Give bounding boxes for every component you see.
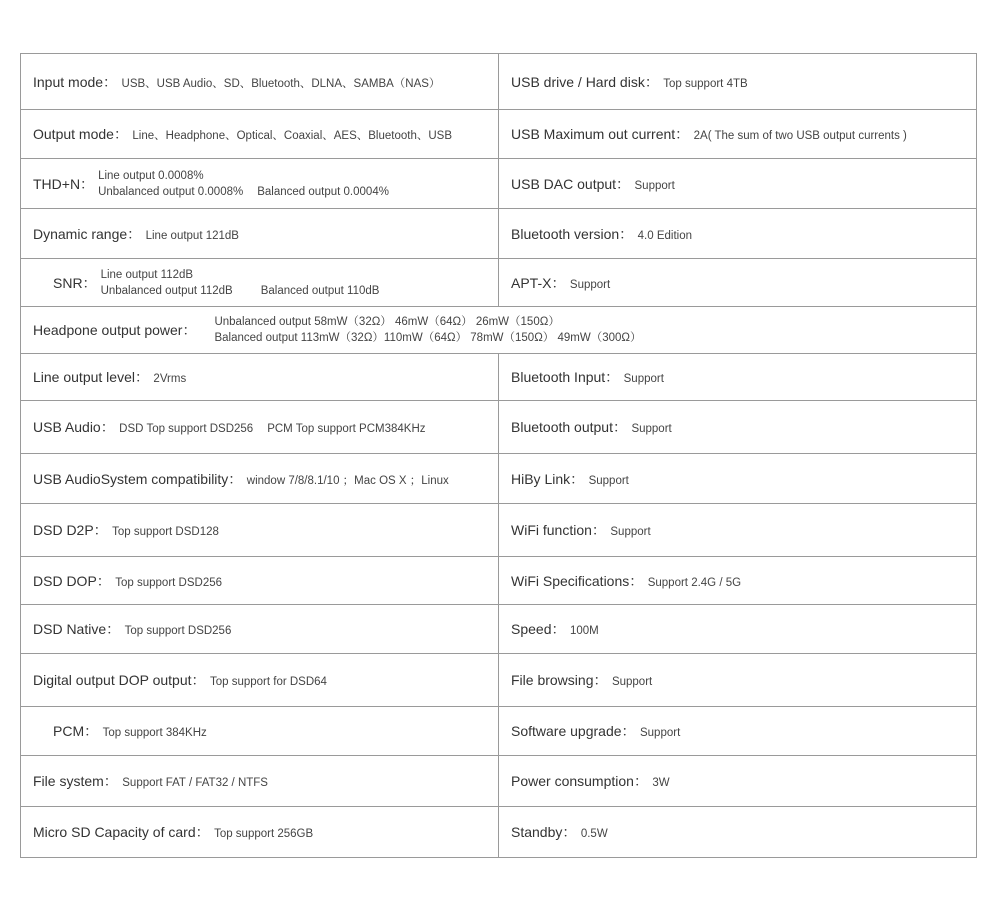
- spec-cell: [499, 557, 977, 605]
- spec-label: PCM：: [53, 723, 99, 739]
- spec-label: File browsing：: [511, 672, 608, 688]
- table-row: [21, 504, 977, 557]
- spec-table: [20, 53, 977, 858]
- spec-label: Dynamic range：: [33, 225, 142, 242]
- spec-value-unbalanced: Unbalanced output 0.0008%: [98, 185, 244, 198]
- spec-cell: [499, 354, 977, 401]
- spec-value: Support FAT / FAT32 / NTFS: [122, 777, 268, 789]
- table-row: [21, 307, 977, 354]
- spec-value: Support: [634, 179, 675, 192]
- spec-cell: [499, 605, 977, 654]
- table-row: [21, 605, 977, 654]
- spec-cell: [21, 354, 499, 401]
- spec-cell: [499, 401, 977, 454]
- spec-value-pcm: PCM Top support PCM384KHz: [267, 423, 426, 435]
- spec-label: Input mode：: [33, 73, 118, 90]
- spec-value-unbalanced: Unbalanced output 112dB: [100, 284, 233, 297]
- table-row: [21, 54, 977, 110]
- spec-cell: [21, 504, 499, 557]
- spec-value: Top support for DSD64: [209, 676, 327, 688]
- spec-cell: [499, 807, 977, 858]
- spec-label: Power consumption：: [511, 773, 648, 789]
- table-row: [21, 209, 977, 259]
- spec-cell: [499, 454, 977, 504]
- spec-value: DSD Top support DSD256: [119, 423, 254, 435]
- spec-label: Micro SD Capacity of card：: [33, 824, 210, 840]
- spec-cell: [21, 807, 499, 858]
- spec-cell: [499, 654, 977, 707]
- spec-label: DSD Native：: [33, 621, 121, 637]
- spec-cell: [499, 707, 977, 756]
- spec-cell: [499, 159, 977, 209]
- table-row: [21, 159, 977, 209]
- spec-value: Top support 4TB: [663, 77, 748, 90]
- spec-cell: [499, 504, 977, 557]
- spec-label: Speed：: [511, 621, 566, 637]
- spec-label: WiFi function：: [511, 522, 606, 538]
- spec-cell: [21, 557, 499, 605]
- spec-label: USB drive / Hard disk：: [511, 73, 659, 90]
- spec-value: Support: [631, 423, 672, 435]
- spec-cell: [21, 209, 499, 259]
- spec-label: USB Audio：: [33, 419, 115, 435]
- spec-cell: [21, 454, 499, 504]
- table-row: [21, 259, 977, 307]
- table-row: [21, 707, 977, 756]
- spec-value: Support: [623, 373, 664, 385]
- spec-label: USB DAC output：: [511, 175, 631, 192]
- spec-value: Support: [610, 526, 651, 538]
- table-row: [21, 807, 977, 858]
- spec-value: 2A( The sum of two USB output currents ): [693, 130, 907, 142]
- spec-value: Line output 121dB: [145, 229, 239, 242]
- spec-label: File system：: [33, 773, 118, 789]
- spec-value: 100M: [569, 625, 599, 637]
- spec-value: 3W: [652, 777, 670, 789]
- spec-value: Support: [611, 676, 653, 688]
- spec-label: DSD DOP：: [33, 572, 111, 589]
- spec-label: DSD D2P：: [33, 522, 108, 538]
- spec-label: Bluetooth version：: [511, 225, 634, 242]
- spec-cell: [21, 54, 499, 110]
- table-row: [21, 110, 977, 159]
- spec-label: Digital output DOP output：: [33, 672, 206, 688]
- spec-cell: [21, 259, 499, 307]
- spec-value: Support 2.4G / 5G: [647, 576, 742, 589]
- table-row: [21, 454, 977, 504]
- spec-value: Top support 256GB: [214, 828, 314, 840]
- spec-label: Headpone output power：: [33, 322, 197, 338]
- table-row: [21, 756, 977, 807]
- spec-label: Bluetooth output：: [511, 419, 627, 435]
- spec-label: APT-X：: [511, 274, 566, 291]
- table-row: [21, 557, 977, 605]
- spec-cell: [499, 209, 977, 259]
- spec-value-line1: Line output 112dB: [100, 268, 194, 281]
- spec-cell-wide: [21, 307, 977, 354]
- spec-value-balanced: Balanced output 113mW（32Ω）110mW（64Ω） 78mW（150Ω） 49mW（300Ω）: [214, 332, 642, 344]
- spec-label: THD+N：: [33, 175, 95, 192]
- spec-value: 2Vrms: [153, 373, 187, 385]
- table-row: [21, 354, 977, 401]
- spec-label: USB AudioSystem compatibility：: [33, 470, 243, 487]
- spec-cell: [499, 110, 977, 159]
- spec-value-balanced: Balanced output 110dB: [260, 284, 380, 297]
- spec-value: Top support 384KHz: [102, 727, 207, 739]
- spec-cell: [21, 654, 499, 707]
- spec-cell: [21, 110, 499, 159]
- spec-value-line1: Line output 0.0008%: [98, 169, 204, 182]
- spec-value: USB、USB Audio、SD、Bluetooth、DLNA、SAMBA（NAS）: [121, 77, 441, 90]
- spec-label: Standby：: [511, 824, 577, 840]
- spec-label: Output mode：: [33, 126, 128, 142]
- spec-value: Line、Headphone、Optical、Coaxial、AES、Bluetooth、USB: [132, 130, 452, 142]
- spec-value-balanced: Balanced output 0.0004%: [257, 185, 389, 198]
- spec-cell: [21, 401, 499, 454]
- spec-label: USB Maximum out current：: [511, 126, 690, 142]
- spec-cell: [21, 707, 499, 756]
- spec-label: SNR：: [53, 274, 97, 291]
- table-row: [21, 401, 977, 454]
- spec-label: Line output level：: [33, 369, 149, 385]
- spec-value: 0.5W: [580, 828, 608, 840]
- spec-value: Top support DSD256: [115, 576, 223, 589]
- spec-value: Support: [569, 278, 611, 291]
- spec-cell: [499, 259, 977, 307]
- spec-value: window 7/8/8.1/10 ；Mac OS X ；Linux: [246, 474, 449, 487]
- spec-cell: [499, 756, 977, 807]
- spec-value: 4.0 Edition: [637, 229, 692, 242]
- spec-cell: [21, 756, 499, 807]
- spec-label: HiBy Link：: [511, 470, 585, 487]
- spec-cell: [499, 54, 977, 110]
- spec-value: Top support DSD128: [112, 526, 219, 538]
- spec-value: Support: [588, 474, 629, 487]
- spec-label: Software upgrade：: [511, 723, 636, 739]
- spec-label: WiFi Specifications：: [511, 572, 644, 589]
- table-row: [21, 654, 977, 707]
- spec-label: Bluetooth Input：: [511, 369, 620, 385]
- spec-value: Top support DSD256: [124, 625, 232, 637]
- spec-cell: [21, 159, 499, 209]
- spec-value: Support: [639, 727, 681, 739]
- spec-value-unbalanced: Unbalanced output 58mW（32Ω） 46mW（64Ω） 26mW（150Ω）: [214, 316, 560, 328]
- spec-cell: [21, 605, 499, 654]
